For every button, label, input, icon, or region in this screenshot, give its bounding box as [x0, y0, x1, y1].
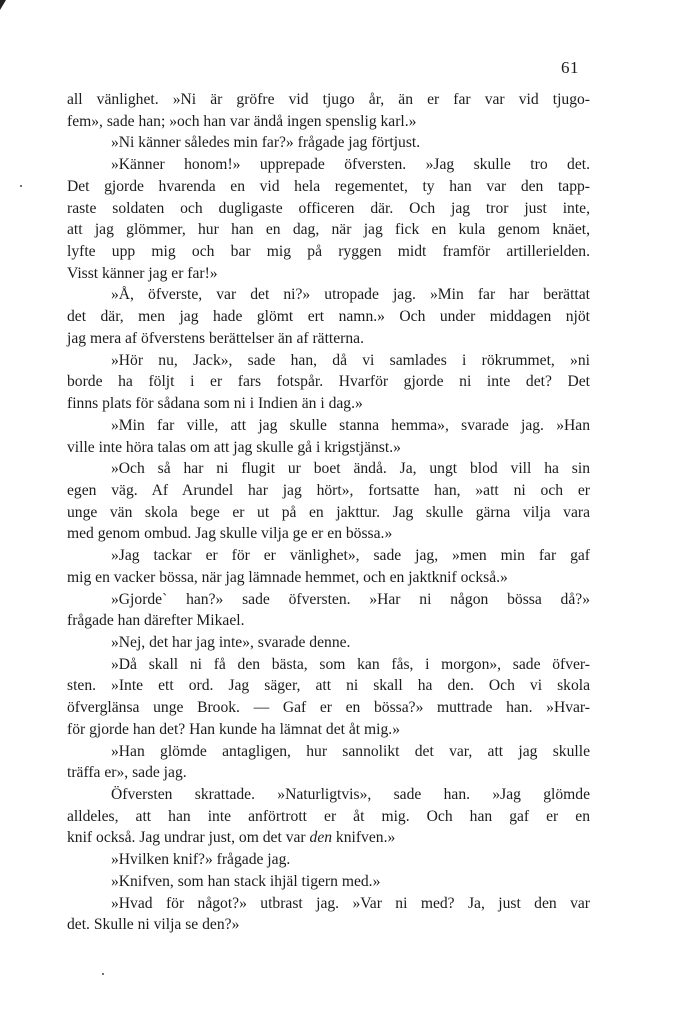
- text-line: Det gjorde hvarenda en vid hela regementet, ty han var den tapp-: [67, 177, 590, 195]
- text-line: det där, men jag hade glömt ert namn.» Och under middagen njöt: [67, 308, 590, 326]
- text-line: borde ha följt i er fars fotspår. Hvarför gjorde ni inte det? Det: [67, 373, 590, 391]
- text-line: Visst känner jag er far!»: [67, 264, 218, 282]
- body-text: [67, 89, 590, 936]
- text-line: ville inte höra talas om att jag skulle gå i krigstjänst.»: [67, 438, 401, 456]
- text-line: det. Skulle ni vilja se den?»: [67, 916, 240, 934]
- text-line: »Då skall ni få den bästa, som kan fås, i morgon», sade öfver-: [111, 655, 590, 673]
- margin-speck: [20, 185, 22, 187]
- text-line: unge vän skola bege er ut på en jakttur. Jag skulle gärna vilja vara: [67, 503, 590, 521]
- page-corner-mark: [0, 0, 6, 10]
- emphasized-word: den: [309, 829, 333, 847]
- text-line: »Hvad för något?» utbrast jag. »Var ni med? Ja, just den var: [111, 894, 590, 912]
- text-line: »Hvilken knif?» frågade jag.: [111, 851, 291, 869]
- text-line: all vänlighet. »Ni är gröfre vid tjugo år, än er far var vid tjugo-: [67, 91, 590, 108]
- text-line: »Jag tackar er för er vänlighet», sade jag, »men min far gaf: [111, 547, 590, 565]
- text-line: jag mera af öfverstens berättelser än af rätterna.: [67, 329, 364, 347]
- page-number: 61: [561, 58, 579, 77]
- text-line: »Ni känner således min far?» frågade jag förtjust.: [111, 134, 421, 152]
- text-line: [67, 827, 590, 849]
- text-line: träffa er», sade jag.: [67, 764, 187, 782]
- text-line: »Han glömde antagligen, hur sannolikt det var, att jag skulle: [111, 742, 590, 760]
- text-line: mig en vacker bössa, när jag lämnade hemmet, och en jaktknif också.»: [67, 568, 508, 586]
- text-line: öfverglänsa unge Brook. — Gaf er en bössa?» muttrade han. »Hvar-: [67, 699, 590, 717]
- text-line: egen väg. Af Arundel har jag hört», fortsatte han, »att ni och er: [67, 481, 590, 499]
- text-line: sten. »Inte ett ord. Jag säger, att ni skall ha den. Och vi skola: [67, 677, 590, 695]
- text-line: »Nej, det har jag inte», svarade denne.: [111, 633, 351, 651]
- text-line: att jag glömmer, hur han en dag, när jag fick en kula genom knäet,: [67, 221, 590, 239]
- text-line: frågade han därefter Mikael.: [67, 612, 245, 630]
- text-line: med genom ombud. Jag skulle vilja ge er en bössa.»: [67, 525, 393, 543]
- text-run: knif också. Jag undrar just, om det var: [67, 829, 310, 847]
- text-line: »Min far ville, att jag skulle stanna hemma», svarade jag. »Han: [111, 416, 590, 434]
- text-line: alldeles, att han inte anförtrott er åt mig. Och han gaf er en: [67, 807, 590, 825]
- text-line: lyfte upp mig och bar mig på ryggen midt framför artillerielden.: [67, 243, 590, 261]
- text-line: fem», sade han; »och han var ändå ingen spenslig karl.»: [67, 112, 417, 130]
- text-line: finns plats för sådana som ni i Indien än i dag.»: [67, 395, 363, 413]
- text-line: »Knifven, som han stack ihjäl tigern med.»: [111, 872, 381, 890]
- text-line: raste soldaten och dugligaste officeren där. Och jag tror just inte,: [67, 199, 590, 217]
- text-line: »Känner honom!» upprepade öfversten. »Jag skulle tro det.: [111, 156, 590, 174]
- text-run: knifven.»: [332, 829, 396, 847]
- text-line: för gjorde han det? Han kunde ha lämnat det åt mig.»: [67, 720, 400, 738]
- text-line: »Och så har ni flugit ur boet ändå. Ja, ungt blod vill ha sin: [111, 460, 590, 478]
- text-line: »Hör nu, Jack», sade han, då vi samlades i rökrummet, »ni: [111, 351, 590, 369]
- text-line: »Gjorde` han?» sade öfversten. »Har ni någon bössa då?»: [111, 590, 590, 608]
- text-line: »Å, öfverste, var det ni?» utropade jag. »Min far har berättat: [111, 286, 590, 304]
- margin-speck: [102, 973, 104, 975]
- text-line: Öfversten skrattade. »Naturligtvis», sade han. »Jag glömde: [111, 786, 590, 803]
